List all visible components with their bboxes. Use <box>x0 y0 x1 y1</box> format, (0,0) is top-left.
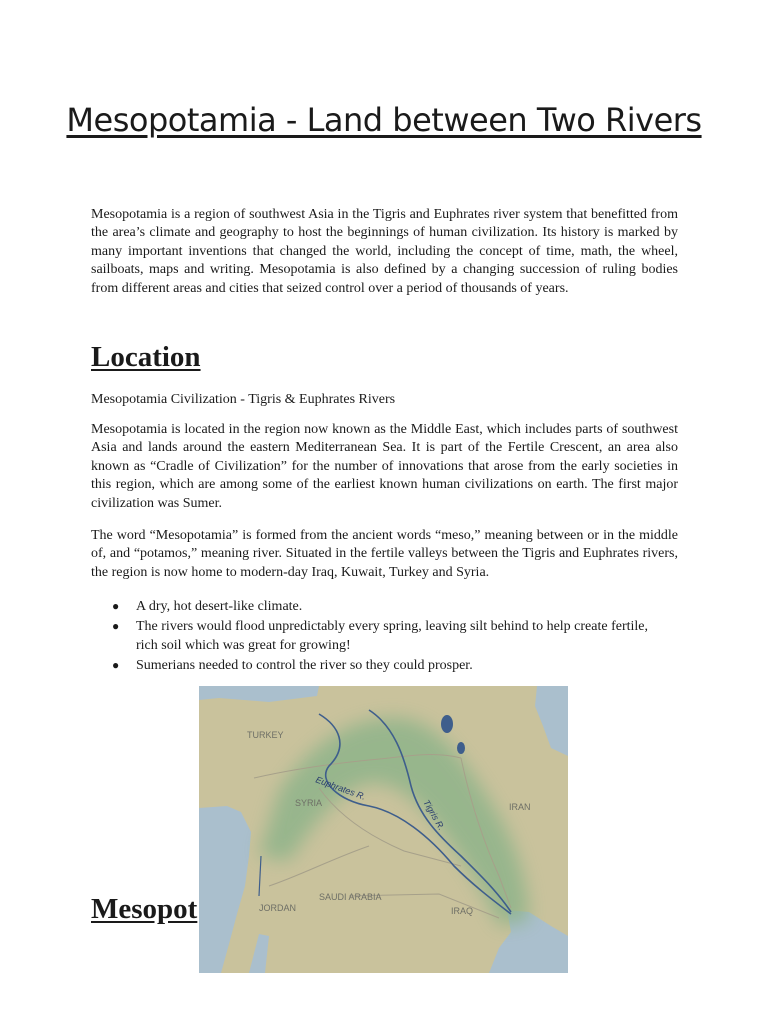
bullet-item <box>112 656 672 676</box>
map-graphic <box>199 686 568 973</box>
label-syria: SYRIA <box>295 798 323 808</box>
bullet-item <box>112 597 672 617</box>
label-euphrates: Euphrates R. <box>314 774 368 802</box>
label-jordan: JORDAN <box>259 903 297 913</box>
location-paragraph-1: Mesopotamia is located in the region now known as the Middle East, which includes parts of southwest Asia and lands around the eastern Mediterranean Sea. It is part of the Fertile Crescent, an area also known as “Cradle of Civilization” for the number of innovations that arose from the early societies in this region, which are among some of the earliest known human civilizations on earth. The first major civilization was Sumer. <box>91 422 678 511</box>
location-subtitle: Mesopotamia Civilization - Tigris & Euphrates Rivers <box>91 392 396 407</box>
bullet-item <box>112 617 672 656</box>
label-iran: IRAN <box>509 802 531 812</box>
mesopotamia-map <box>199 686 568 973</box>
label-tigris: Tigris R. <box>421 798 447 832</box>
page-title: Mesopotamia - Land between Two Rivers <box>66 101 702 139</box>
label-turkey: TURKEY <box>247 730 284 740</box>
bullet-icon: ● <box>112 599 120 613</box>
bottom-heading: Mesopot <box>91 893 198 925</box>
bullet-text: A dry, hot desert-like climate. <box>136 599 303 614</box>
climate-bullet-list <box>112 597 672 675</box>
location-heading: Location <box>91 341 201 373</box>
bullet-icon: ● <box>112 657 120 672</box>
lake-urmia <box>457 742 465 754</box>
location-paragraph-2: The word “Mesopotamia” is formed from the ancient words “meso,” meaning between or in the middle of, and “potamos,” meaning river. Situated in the fertile valleys between the Tigris and Euphrates rivers, the region is now home to modern-day Iraq, Kuwait, Turkey and Syria. <box>91 528 678 580</box>
lake-van <box>441 715 453 733</box>
label-saudi-arabia: SAUDI ARABIA <box>319 892 382 902</box>
bullet-text: The rivers would flood unpredictably every spring, leaving silt behind to help create fertile, rich soil which was great for growing! <box>136 618 649 653</box>
intro-paragraph: Mesopotamia is a region of southwest Asia in the Tigris and Euphrates river system that benefitted from the area’s climate and geography to host the beginnings of human civilization. Its history is marked by many important inventions that changed the world, including the concept of time, math, the wheel, sailboats, maps and writing. Mesopotamia is also defined by a changing succession of ruling bodies from different areas and cities that seized control over a period of thousands of years. <box>91 207 678 296</box>
bullet-text: Sumerians needed to control the river so they could prosper. <box>136 657 473 673</box>
label-iraq: IRAQ <box>451 906 474 916</box>
bullet-icon: ● <box>112 618 120 633</box>
